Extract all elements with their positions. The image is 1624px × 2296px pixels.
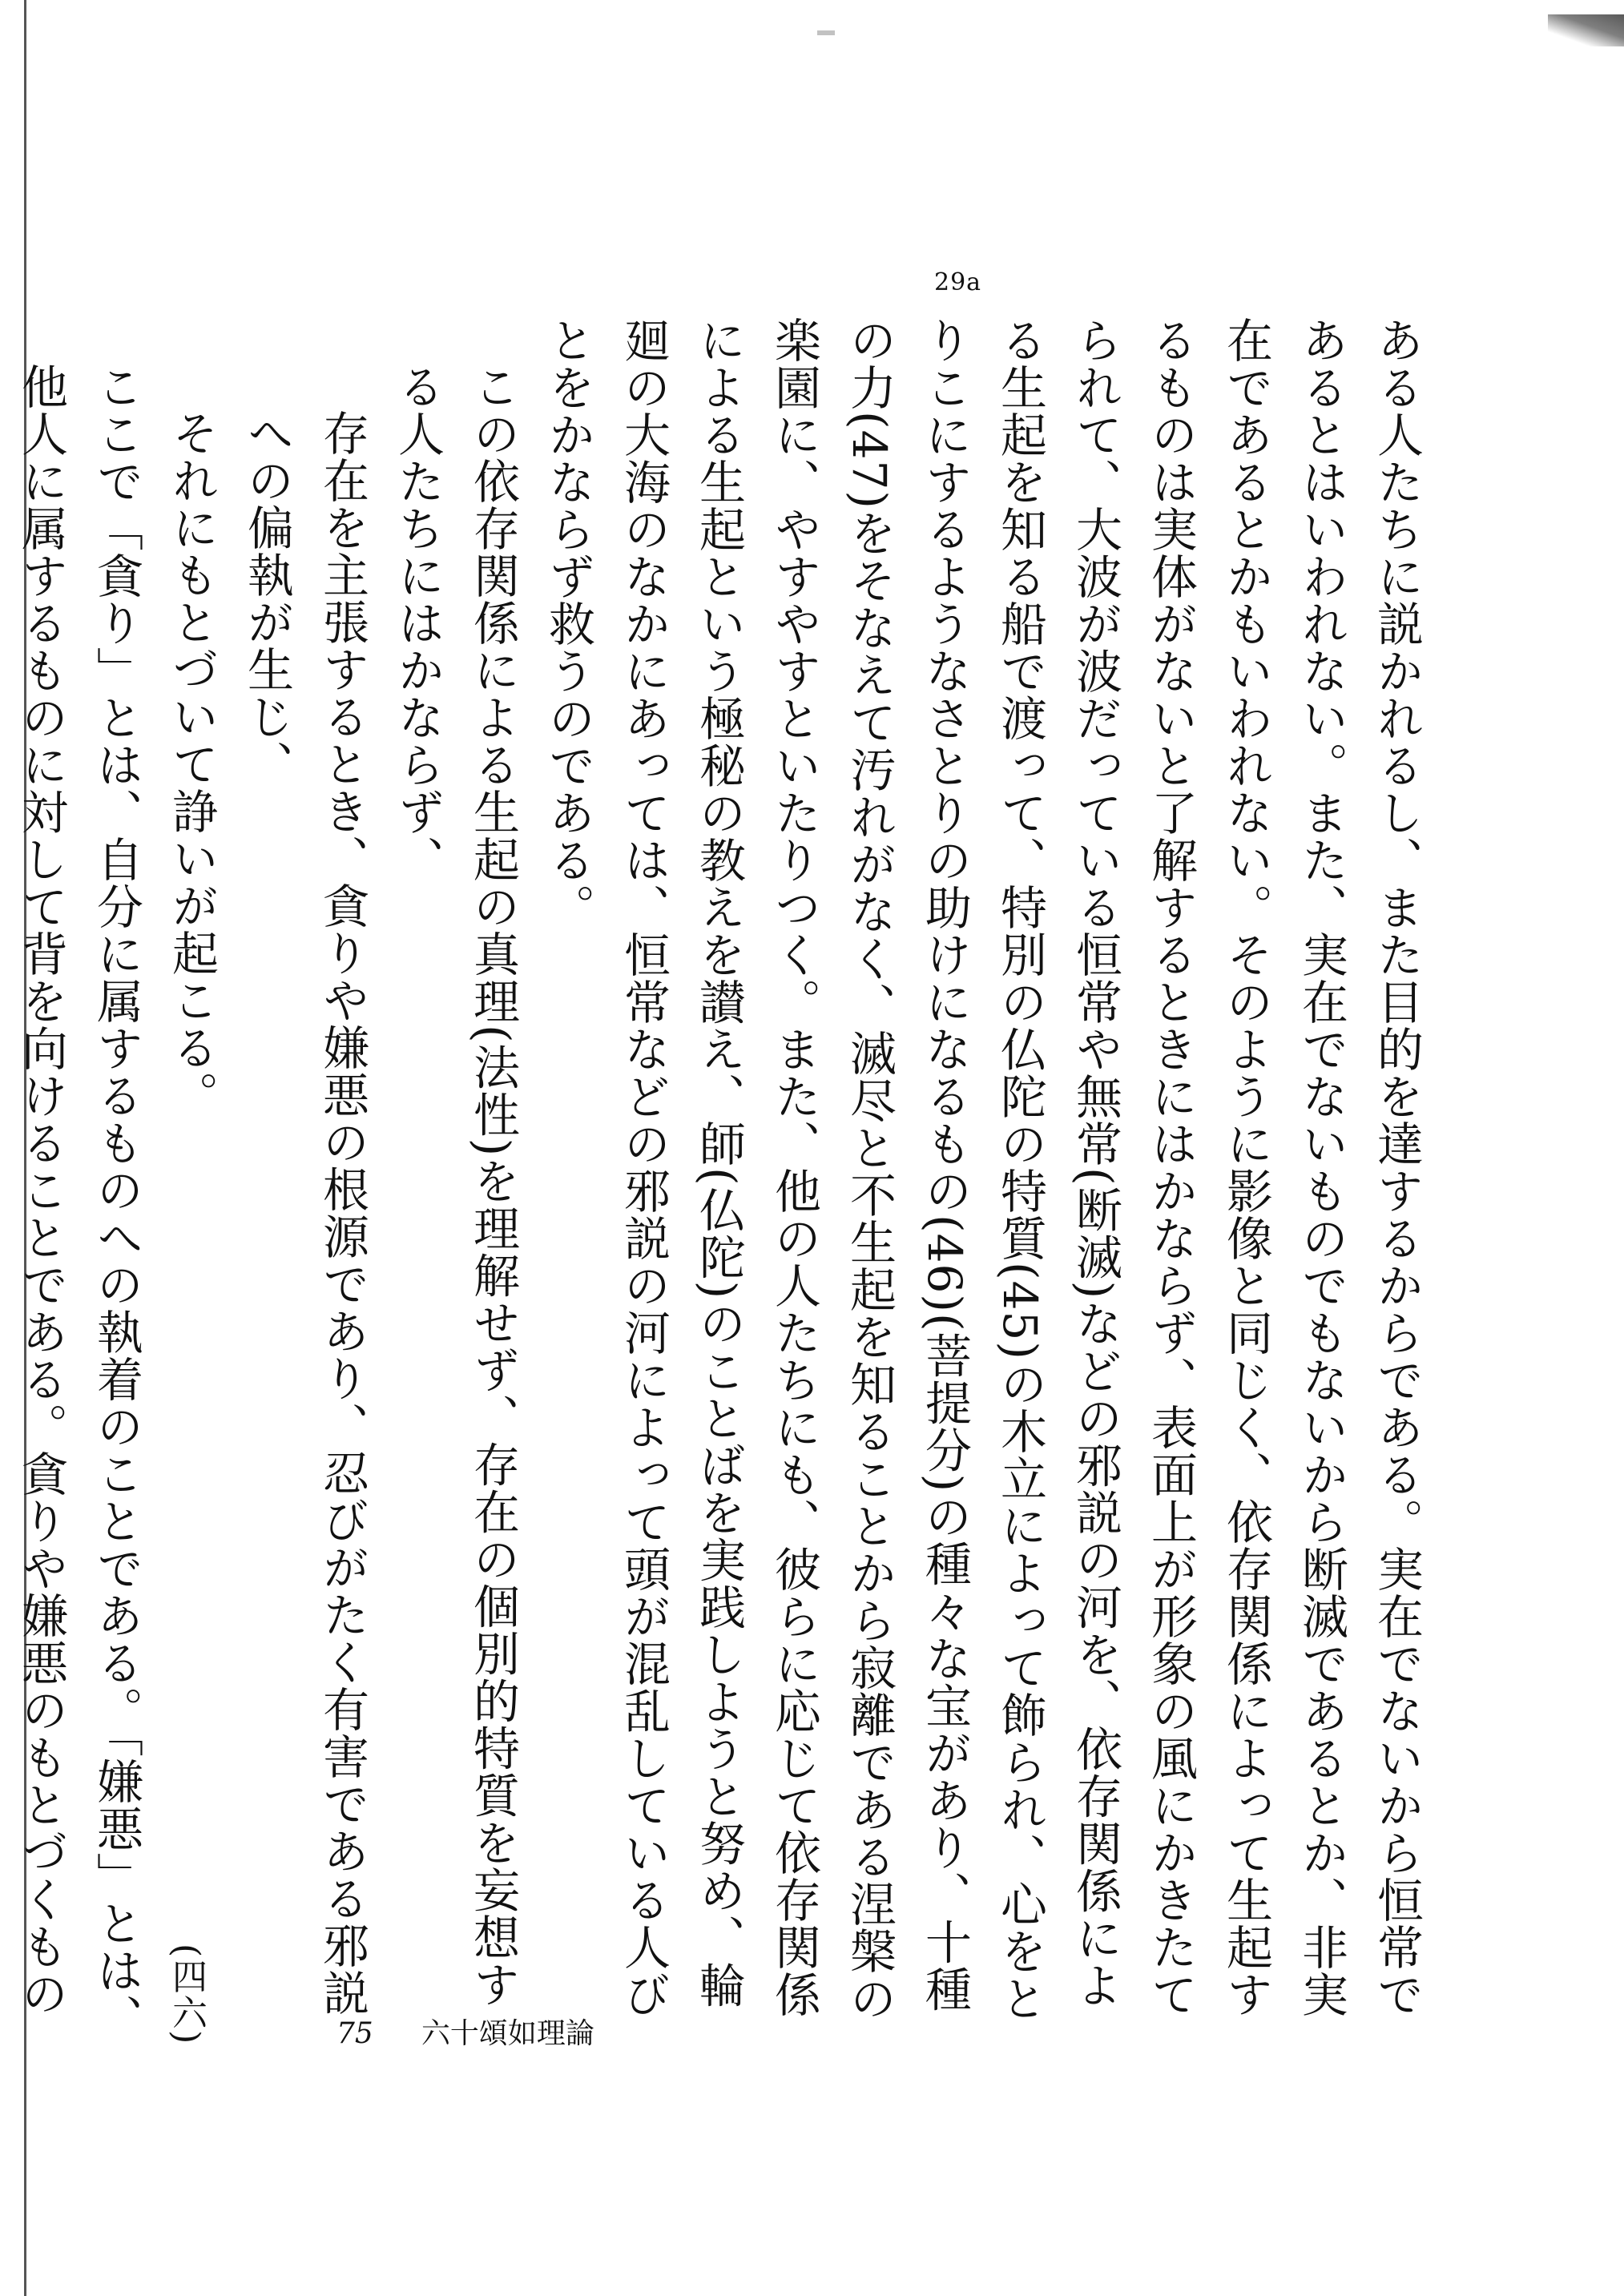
paragraph-2: この依存関係による生起の真理(法性)を理解せず、存在の個別的特質を妄想する人たちにはかならず、: [390, 363, 520, 2008]
verse-line-1: 存在を主張するとき、貪りや嫌悪の根源であり、忍びがたく有害である邪説への偏執が生じ、: [240, 409, 369, 2016]
folio-marker: 29a: [934, 268, 982, 296]
page-number: 75: [336, 2017, 373, 2050]
paragraph-3: ここで「貪り」とは、自分に属するものへの執着のことである。「嫌悪」とは、他人に属するものに対して背を向けることである。貪りや嫌悪のもとづくもの: [14, 363, 143, 2041]
verse-line-2: [154, 316, 229, 2043]
paragraph-1: ある人たちに説かれるし、また目的を達するからである。実在でないから恒常であるとはいわれない。また、実在でないものでもないから断滅であるとか、非実在であるとかもいわれない。そのように影像と同じく、依存関係によって生起するものは実体がないと了解するときにはかならず、表面上が形象の風にかきたてられて、大波が波だっている恒常や無常(断滅)などの邪説の河を、依存関係による生起を知る船で渡って、特別の仏陀の特質(45)の木立によって飾られ、心をとりこにするようなさとりの助けになるもの(46)(菩提分)の種々な宝があり、十種の力(47)をそなえて汚れがなく、滅尽と不生起を知ることから寂離である涅槃の楽園に、やすやすといたりつく。また、他の人たちにも、彼らに応じて依存関係による生起という極秘の教えを讃え、師(仏陀)のことばを実践しようと努め、輪廻の大海のなかにあっては、恒常などの邪説の河によって頭が混乱している人びとをかならず救うのである。: [541, 316, 1424, 2023]
scan-speck: [817, 30, 835, 35]
running-title: 六十頌如理論: [421, 2017, 594, 2050]
verse-line-2-text: それにもとづいて諍いが起こる。: [164, 409, 219, 1118]
scan-corner-artifact: [1548, 14, 1624, 46]
page-footer: [336, 2011, 594, 2052]
vertical-text-block: [14, 316, 1434, 2044]
verse-number: (四六): [166, 1943, 207, 2044]
